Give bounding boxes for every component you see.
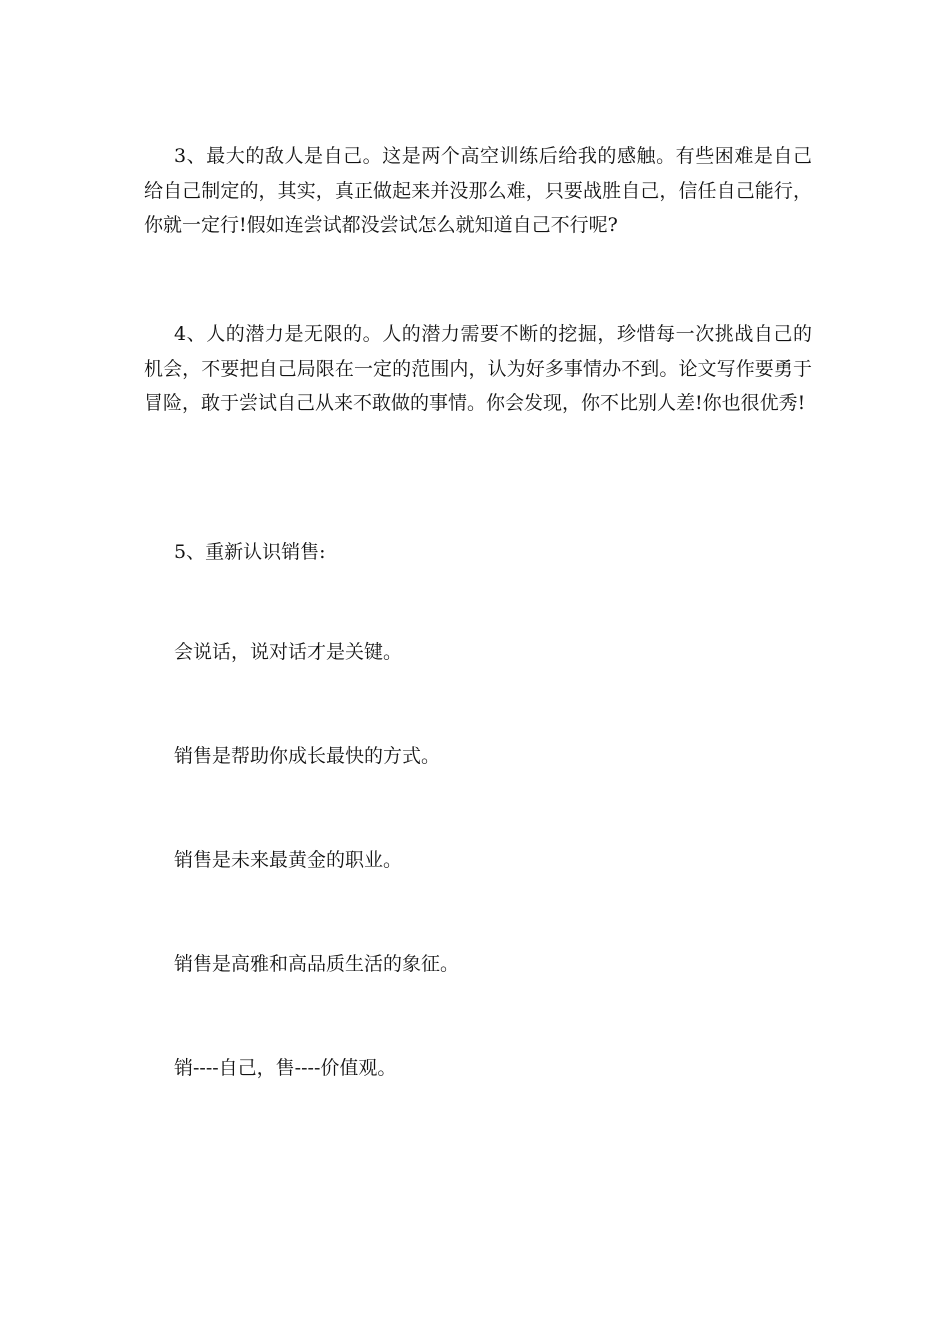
paragraph-enemy-is-self: 3、最大的敌人是自己。这是两个高空训练后给我的感触。有些困难是自己给自己制定的，其实，真正做起来并没那么难，只要战胜自己，信任自己能行，你就一定行!假如连尝试都没尝试怎么就知道自己不行呢? <box>144 145 812 236</box>
sales-line-speaking: 会说话，说对话才是关键。 <box>174 641 403 663</box>
sales-line-quality-life: 销售是高雅和高品质生活的象征。 <box>174 953 460 975</box>
sales-line-self-values: 销----自己，售----价值观。 <box>174 1057 397 1079</box>
paragraph-unlimited-potential: 4、人的潜力是无限的。人的潜力需要不断的挖掘，珍惜每一次挑战自己的机会，不要把自己局限在一定的范围内，认为好多事情办不到。论文写作要勇于冒险，敢于尝试自己从来不敢做的事情。你会发现，你不比别人差!你也很优秀! <box>144 323 812 414</box>
paragraph-rethink-sales-heading: 5、重新认识销售: <box>174 541 326 563</box>
sales-line-golden-career: 销售是未来最黄金的职业。 <box>174 849 403 871</box>
sales-line-growth: 销售是帮助你成长最快的方式。 <box>174 745 441 767</box>
